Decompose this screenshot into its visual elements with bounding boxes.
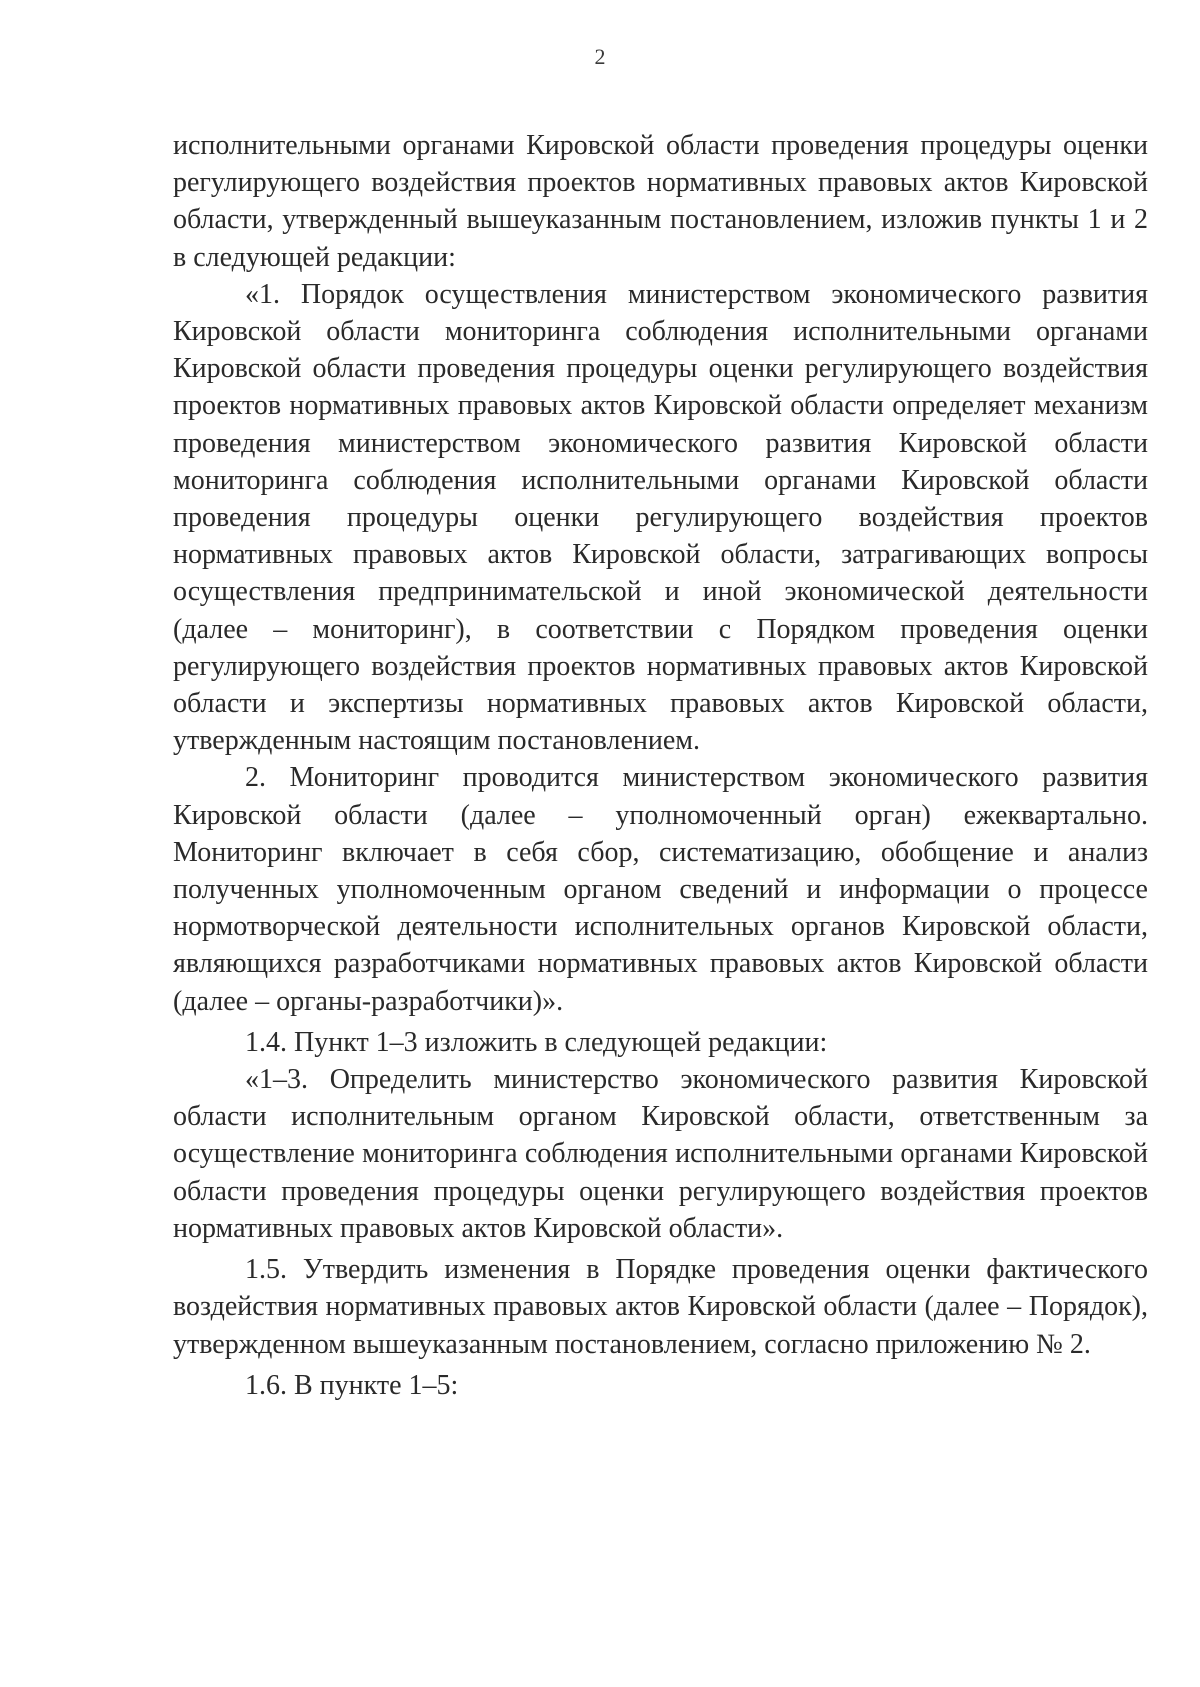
paragraph-item-1-3: «1–3. Определить министерство экономического развития Кировской области исполнительным органом Кировской области, ответственным за осуществление мониторинга соблюдения исполнительными органами Кировской области проведения процедуры оценки регулирующего воздействия проектов нормативных правовых актов Кировской области».	[173, 1064, 1148, 1244]
paragraph-item-2: 2. Мониторинг проводится министерством экономического развития Кировской области (далее – уполномоченный орган) ежеквартально. Мониторинг включает в себя сбор, систематизацию, обобщение и анализ полученных уполномоченным органом сведений и информации о процессе нормотворческой деятельности исполнительных органов Кировской области, являющихся разработчиками нормативных правовых актов Кировской области (далее – органы-разработчики)».	[173, 762, 1148, 1017]
paragraph-1-6: 1.6. В пункте 1–5:	[245, 1369, 459, 1401]
paragraph-1-5: 1.5. Утвердить изменения в Порядке проведения оценки фактического воздействия нормативных правовых актов Кировской области (далее – Порядок), утвержденном вышеуказанным постановлением, согласно приложению № 2.	[173, 1254, 1148, 1360]
paragraph-1-4: 1.4. Пункт 1–3 изложить в следующей редакции:	[245, 1026, 828, 1058]
document-body	[173, 127, 1148, 1404]
paragraph-item-1: «1. Порядок осуществления министерством экономического развития Кировской области мониторинга соблюдения исполнительными органами Кировской области проведения процедуры оценки регулирующего воздействия проектов нормативных правовых актов Кировской области определяет механизм проведения министерством экономического развития Кировской области мониторинга соблюдения исполнительными органами Кировской области проведения процедуры оценки регулирующего воздействия проектов нормативных правовых актов Кировской области, затрагивающих вопросы осуществления предпринимательской и иной экономической деятельности (далее – мониторинг), в соответствии с Порядком проведения оценки регулирующего воздействия проектов нормативных правовых актов Кировской области и экспертизы нормативных правовых актов Кировской области, утвержденным настоящим постановлением.	[173, 278, 1148, 757]
page-number: 2	[594, 44, 606, 69]
paragraph-continuation: исполнительными органами Кировской области проведения процедуры оценки регулирующего воздействия проектов нормативных правовых актов Кировской области, утвержденный вышеуказанным постановлением, изложив пункты 1 и 2 в следующей редакции:	[173, 130, 1148, 273]
